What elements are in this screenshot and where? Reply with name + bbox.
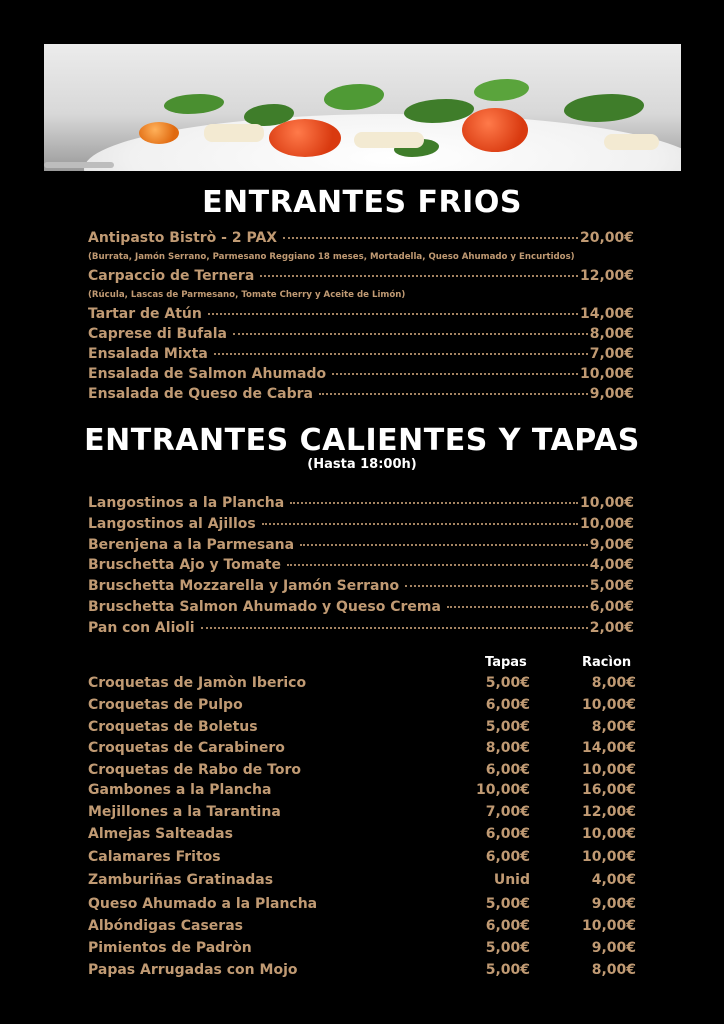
tapa-price: 5,00€: [485, 675, 530, 691]
menu-item: [88, 599, 634, 615]
column-header-tapas: Tapas: [485, 655, 527, 670]
menu-item: [88, 495, 634, 511]
racion-price: 9,00€: [591, 940, 636, 956]
leader-dots: [287, 564, 588, 566]
item-price: 8,00€: [589, 326, 634, 342]
tomato: [139, 122, 179, 144]
menu-item: [88, 268, 634, 284]
section-title-calientes: ENTRANTES CALIENTES Y TAPAS: [84, 423, 640, 458]
tapa-row: [88, 675, 636, 695]
racion-price: 14,00€: [581, 740, 636, 756]
tapa-name: Pimientos de Padròn: [88, 940, 252, 956]
item-price: 9,00€: [589, 537, 634, 553]
leader-dots: [447, 606, 588, 608]
item-name: Carpaccio de Ternera: [88, 268, 255, 284]
item-name: Ensalada de Salmon Ahumado: [88, 366, 327, 382]
tapa-row: [88, 872, 636, 892]
racion-price: 12,00€: [581, 804, 636, 820]
menu-item: [88, 516, 634, 532]
tapa-price: 6,00€: [485, 697, 530, 713]
tapa-row: [88, 740, 636, 760]
tapa-price: 5,00€: [485, 940, 530, 956]
item-name: Bruschetta Salmon Ahumado y Queso Crema: [88, 599, 441, 615]
tapa-price: 6,00€: [485, 762, 530, 778]
leader-dots: [283, 237, 578, 239]
tapa-name: Croquetas de Pulpo: [88, 697, 243, 713]
item-price: 7,00€: [589, 346, 634, 362]
tapa-name: Calamares Fritos: [88, 849, 221, 865]
menu-item: [88, 557, 634, 573]
item-price: 5,00€: [589, 578, 634, 594]
menu-item: [88, 537, 634, 553]
tomato: [269, 119, 341, 157]
tapa-row: [88, 896, 636, 916]
tapa-name: Croquetas de Carabinero: [88, 740, 285, 756]
leader-dots: [332, 373, 578, 375]
leader-dots: [233, 333, 588, 335]
tapa-name: Almejas Salteadas: [88, 826, 233, 842]
leader-dots: [319, 393, 588, 395]
tapa-name: Albóndigas Caseras: [88, 918, 243, 934]
section-title-frios: ENTRANTES FRIOS: [202, 185, 522, 220]
racion-price: 10,00€: [581, 918, 636, 934]
tapa-row: [88, 697, 636, 717]
menu-item: [88, 230, 634, 246]
menu-item: [88, 306, 634, 322]
item-price: 12,00€: [579, 268, 634, 284]
item-name: Tartar de Atún: [88, 306, 202, 322]
tapa-name: Croquetas de Jamòn Iberico: [88, 675, 307, 691]
item-price: 4,00€: [589, 557, 634, 573]
menu-item: [88, 620, 634, 636]
item-name: Ensalada Mixta: [88, 346, 208, 362]
item-note: (Burrata, Jamón Serrano, Parmesano Reggiano 18 meses, Mortadella, Queso Ahumado y Encurtidos): [88, 252, 575, 262]
item-name: Antipasto Bistrò - 2 PAX: [88, 230, 278, 246]
tapa-row: [88, 849, 636, 869]
item-name: Langostinos a la Plancha: [88, 495, 285, 511]
tapa-name: Gambones a la Plancha: [88, 782, 272, 798]
menu-item: [88, 578, 634, 594]
header-photo: [44, 44, 681, 171]
racion-price: 9,00€: [591, 896, 636, 912]
tapa-price: 7,00€: [485, 804, 530, 820]
column-header-racion: Racìon: [582, 655, 632, 670]
tapa-price: Unid: [493, 872, 530, 888]
leader-dots: [405, 585, 588, 587]
tapa-row: [88, 782, 636, 802]
item-price: 10,00€: [579, 495, 634, 511]
parmesan-shaving: [204, 124, 264, 142]
leader-dots: [300, 544, 588, 546]
item-price: 14,00€: [579, 306, 634, 322]
item-name: Langostinos al Ajillos: [88, 516, 256, 532]
tapa-row: [88, 962, 636, 982]
racion-price: 10,00€: [581, 826, 636, 842]
racion-price: 8,00€: [591, 675, 636, 691]
tapa-price: 10,00€: [475, 782, 530, 798]
menu-item: [88, 326, 634, 342]
tapa-name: Croquetas de Rabo de Toro: [88, 762, 301, 778]
tapa-name: Queso Ahumado a la Plancha: [88, 896, 318, 912]
item-name: Bruschetta Ajo y Tomate: [88, 557, 281, 573]
tapa-price: 6,00€: [485, 826, 530, 842]
leaf: [324, 84, 384, 110]
item-price: 2,00€: [589, 620, 634, 636]
tapa-price: 6,00€: [485, 918, 530, 934]
leader-dots: [201, 627, 588, 629]
racion-price: 10,00€: [581, 849, 636, 865]
tapa-price: 6,00€: [485, 849, 530, 865]
racion-price: 10,00€: [581, 762, 636, 778]
tapa-price: 5,00€: [485, 719, 530, 735]
item-name: Berenjena a la Parmesana: [88, 537, 295, 553]
tapa-row: [88, 940, 636, 960]
tapa-row: [88, 918, 636, 938]
item-price: 6,00€: [589, 599, 634, 615]
item-name: Pan con Alioli: [88, 620, 195, 636]
item-price: 20,00€: [579, 230, 634, 246]
item-note: (Rúcula, Lascas de Parmesano, Tomate Cherry y Aceite de Limón): [88, 290, 406, 300]
racion-price: 8,00€: [591, 719, 636, 735]
item-price: 10,00€: [579, 366, 634, 382]
leader-dots: [208, 313, 578, 315]
section-subtitle: (Hasta 18:00h): [307, 457, 417, 472]
parmesan-shaving: [604, 134, 659, 150]
item-name: Ensalada de Queso de Cabra: [88, 386, 313, 402]
tapa-row: [88, 804, 636, 824]
tapa-price: 8,00€: [485, 740, 530, 756]
racion-price: 10,00€: [581, 697, 636, 713]
item-price: 10,00€: [579, 516, 634, 532]
menu-item: [88, 366, 634, 382]
tomato: [462, 108, 528, 152]
fork: [44, 162, 114, 168]
leader-dots: [290, 502, 578, 504]
item-price: 9,00€: [589, 386, 634, 402]
leader-dots: [260, 275, 578, 277]
leader-dots: [262, 523, 578, 525]
leaf: [564, 94, 644, 122]
racion-price: 16,00€: [581, 782, 636, 798]
tapa-name: Papas Arrugadas con Mojo: [88, 962, 298, 978]
tapa-name: Zamburiñas Gratinadas: [88, 872, 274, 888]
racion-price: 8,00€: [591, 962, 636, 978]
item-name: Caprese di Bufala: [88, 326, 227, 342]
leaf: [164, 94, 224, 114]
item-name: Bruschetta Mozzarella y Jamón Serrano: [88, 578, 400, 594]
tapa-row: [88, 719, 636, 739]
menu-item: [88, 346, 634, 362]
tapa-name: Mejillones a la Tarantina: [88, 804, 281, 820]
racion-price: 4,00€: [591, 872, 636, 888]
tapa-price: 5,00€: [485, 896, 530, 912]
tapa-row: [88, 762, 636, 782]
menu-item: [88, 386, 634, 402]
leaf: [474, 79, 529, 101]
tapa-price: 5,00€: [485, 962, 530, 978]
tapa-name: Croquetas de Boletus: [88, 719, 258, 735]
leader-dots: [214, 353, 588, 355]
parmesan-shaving: [354, 132, 424, 148]
tapa-row: [88, 826, 636, 846]
